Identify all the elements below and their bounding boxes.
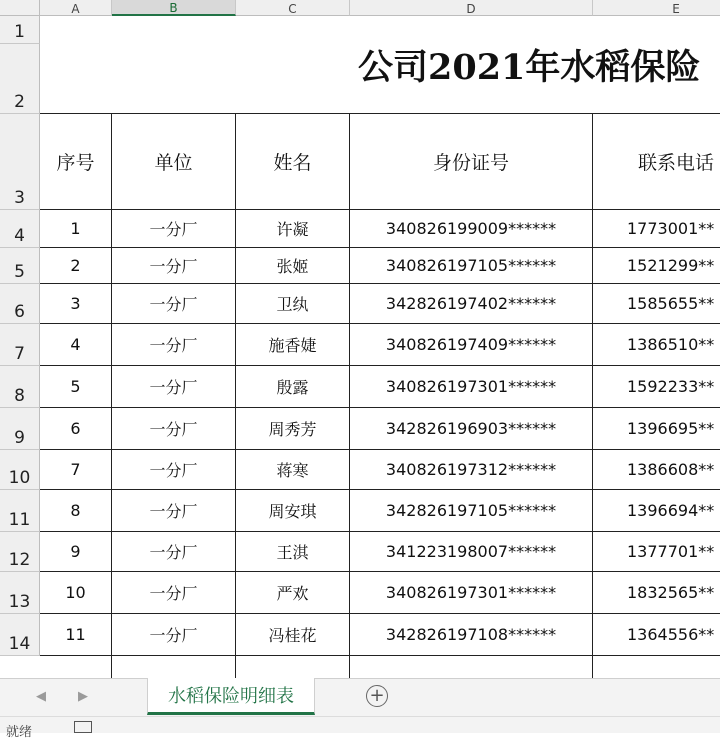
table-cell-unit[interactable]: 一分厂 (112, 572, 236, 614)
table-cell-unit[interactable]: 一分厂 (112, 210, 236, 248)
scroll-tabs-left-icon[interactable]: ◀ (36, 689, 46, 704)
table-cell-partial[interactable] (112, 656, 236, 678)
table-cell-unit[interactable]: 一分厂 (112, 450, 236, 490)
scroll-tabs-right-icon[interactable]: ▶ (78, 689, 88, 704)
table-cell-no[interactable]: 7 (40, 450, 112, 490)
column-header-a[interactable]: A (40, 0, 112, 16)
table-cell-unit[interactable]: 一分厂 (112, 408, 236, 450)
table-cell-name[interactable]: 蒋寒 (236, 450, 350, 490)
row-header-1[interactable]: 1 (0, 16, 40, 44)
column-title-0[interactable]: 序号 (40, 114, 112, 210)
column-header-d[interactable]: D (350, 0, 593, 16)
sheet-tab-active[interactable]: 水稻保险明细表 (147, 678, 315, 715)
table-cell-name[interactable]: 许凝 (236, 210, 350, 248)
table-cell-unit[interactable]: 一分厂 (112, 532, 236, 572)
table-cell-phone[interactable]: 1592233** (593, 366, 720, 408)
table-cell-id[interactable]: 340826199009****** (350, 210, 593, 248)
row-header-13[interactable]: 13 (0, 572, 40, 614)
table-cell-name[interactable]: 张姬 (236, 248, 350, 284)
row-header-7[interactable]: 7 (0, 324, 40, 366)
table-cell-name[interactable]: 周秀芳 (236, 408, 350, 450)
table-cell-no[interactable]: 2 (40, 248, 112, 284)
table-cell-no[interactable]: 9 (40, 532, 112, 572)
table-cell-phone[interactable]: 1364556** (593, 614, 720, 656)
table-cell-phone[interactable]: 1585655** (593, 284, 720, 324)
column-title-3[interactable]: 身份证号 (350, 114, 593, 210)
table-cell-id[interactable]: 342826197402****** (350, 284, 593, 324)
table-cell-name[interactable]: 严欢 (236, 572, 350, 614)
table-cell-partial[interactable] (350, 656, 593, 678)
column-header-e[interactable]: E (593, 0, 720, 16)
row-header-11[interactable]: 11 (0, 490, 40, 532)
table-cell-name[interactable]: 殷露 (236, 366, 350, 408)
column-header-c[interactable]: C (236, 0, 350, 16)
status-bar (0, 716, 720, 740)
table-cell-name[interactable]: 周安琪 (236, 490, 350, 532)
sheet-title[interactable]: 公司2021年水稻保险 (40, 16, 720, 114)
table-cell-no[interactable]: 4 (40, 324, 112, 366)
table-cell-name[interactable]: 卫纨 (236, 284, 350, 324)
table-cell-phone[interactable]: 1396694** (593, 490, 720, 532)
add-sheet-button[interactable]: + (366, 685, 388, 707)
table-cell-no[interactable]: 6 (40, 408, 112, 450)
table-cell-unit[interactable]: 一分厂 (112, 614, 236, 656)
table-cell-name[interactable]: 施香婕 (236, 324, 350, 366)
table-cell-id[interactable]: 342826197108****** (350, 614, 593, 656)
table-cell-partial[interactable] (236, 656, 350, 678)
table-cell-unit[interactable]: 一分厂 (112, 324, 236, 366)
table-cell-name[interactable]: 冯桂花 (236, 614, 350, 656)
column-title-4[interactable]: 联系电话 (593, 114, 720, 210)
row-header-6[interactable]: 6 (0, 284, 40, 324)
status-text: 就绪 (6, 725, 33, 740)
table-cell-phone[interactable]: 1386608** (593, 450, 720, 490)
table-cell-id[interactable]: 340826197312****** (350, 450, 593, 490)
row-header-9[interactable]: 9 (0, 408, 40, 450)
table-cell-phone[interactable]: 1832565** (593, 572, 720, 614)
table-cell-id[interactable]: 342826196903****** (350, 408, 593, 450)
row-header-8[interactable]: 8 (0, 366, 40, 408)
column-header-b[interactable]: B (112, 0, 236, 16)
row-header-14[interactable]: 14 (0, 614, 40, 656)
table-cell-id[interactable]: 341223198007****** (350, 532, 593, 572)
select-all-corner[interactable] (0, 0, 40, 16)
table-cell-name[interactable]: 王淇 (236, 532, 350, 572)
table-cell-phone[interactable]: 1386510** (593, 324, 720, 366)
row-header-10[interactable]: 10 (0, 450, 40, 490)
table-cell-partial[interactable] (40, 656, 112, 678)
table-cell-phone[interactable]: 1773001** (593, 210, 720, 248)
table-cell-id[interactable]: 340826197301****** (350, 572, 593, 614)
column-title-1[interactable]: 单位 (112, 114, 236, 210)
table-cell-partial[interactable] (593, 656, 720, 678)
column-title-2[interactable]: 姓名 (236, 114, 350, 210)
table-cell-no[interactable]: 8 (40, 490, 112, 532)
table-cell-no[interactable]: 11 (40, 614, 112, 656)
table-cell-unit[interactable]: 一分厂 (112, 366, 236, 408)
row-header-2[interactable]: 2 (0, 44, 40, 114)
table-cell-no[interactable]: 1 (40, 210, 112, 248)
table-cell-id[interactable]: 340826197301****** (350, 366, 593, 408)
table-cell-phone[interactable]: 1521299** (593, 248, 720, 284)
macro-record-icon[interactable] (74, 721, 92, 733)
table-cell-id[interactable]: 342826197105****** (350, 490, 593, 532)
table-cell-unit[interactable]: 一分厂 (112, 284, 236, 324)
table-cell-unit[interactable]: 一分厂 (112, 248, 236, 284)
row-header-12[interactable]: 12 (0, 532, 40, 572)
table-cell-id[interactable]: 340826197409****** (350, 324, 593, 366)
table-cell-phone[interactable]: 1377701** (593, 532, 720, 572)
table-cell-id[interactable]: 340826197105****** (350, 248, 593, 284)
table-cell-no[interactable]: 10 (40, 572, 112, 614)
row-header-3[interactable]: 3 (0, 114, 40, 210)
row-header-4[interactable]: 4 (0, 210, 40, 248)
table-cell-no[interactable]: 5 (40, 366, 112, 408)
sheet-tab-bar (0, 678, 720, 716)
row-header-5[interactable]: 5 (0, 248, 40, 284)
table-cell-unit[interactable]: 一分厂 (112, 490, 236, 532)
table-cell-phone[interactable]: 1396695** (593, 408, 720, 450)
table-cell-no[interactable]: 3 (40, 284, 112, 324)
